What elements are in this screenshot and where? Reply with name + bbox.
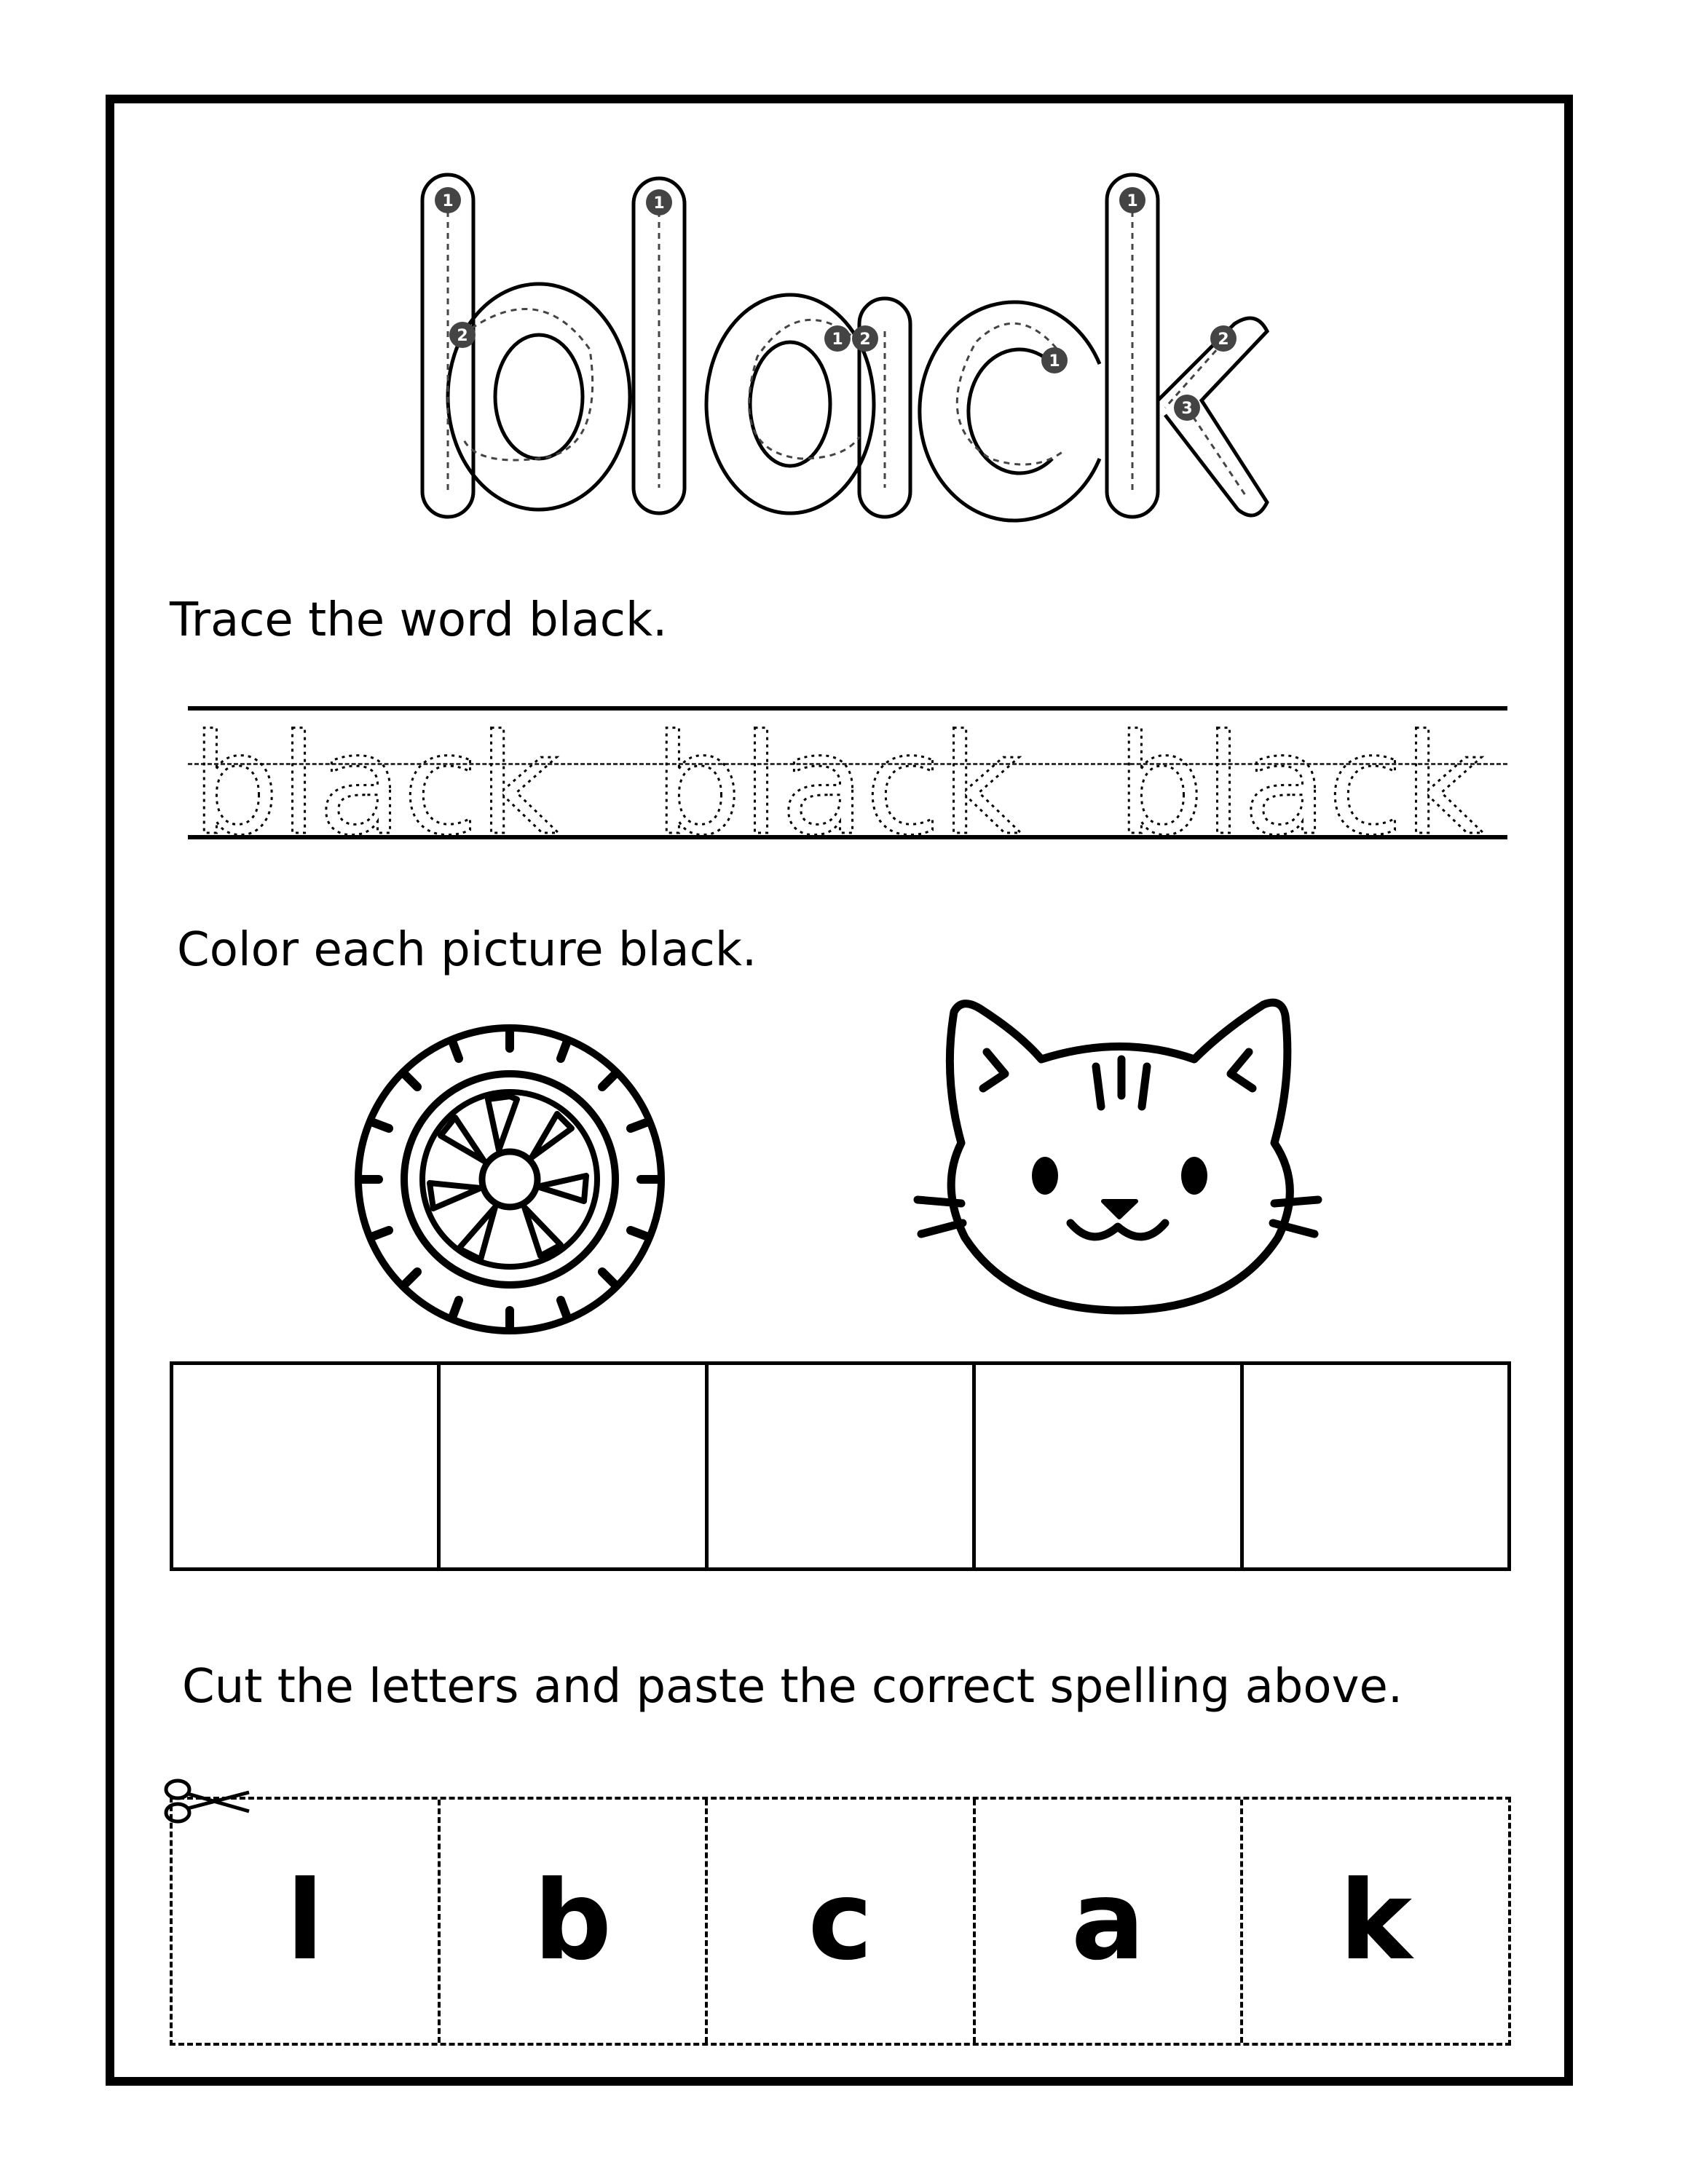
color-instruction: Color each picture black. [177, 923, 757, 977]
stroke-number: 2 [1218, 331, 1229, 349]
answer-boxes [170, 1361, 1511, 1571]
tire-icon[interactable] [350, 1019, 670, 1340]
stroke-number: 1 [832, 331, 843, 349]
stroke-number: 2 [859, 331, 871, 349]
trace-word[interactable]: black [654, 708, 1022, 837]
cut-letter-tile[interactable]: l [173, 1800, 441, 2043]
stroke-number: 1 [1127, 192, 1138, 210]
cut-letter-tile[interactable]: k [1339, 1858, 1413, 1985]
trace-words[interactable] [188, 708, 1507, 837]
trace-word[interactable]: black [1116, 708, 1484, 837]
title-word-outline [393, 160, 1296, 524]
cut-instruction: Cut the letters and paste the correct spelling above. [182, 1660, 1403, 1714]
cat-face-icon[interactable] [910, 990, 1333, 1325]
answer-box[interactable] [1244, 1365, 1507, 1567]
answer-box[interactable] [976, 1365, 1243, 1567]
answer-box[interactable] [709, 1365, 976, 1567]
trace-word[interactable]: black [192, 708, 559, 837]
stroke-number: 1 [1049, 352, 1060, 371]
answer-box[interactable] [173, 1365, 441, 1567]
stroke-number: 2 [457, 327, 468, 345]
cut-letter-tile[interactable]: b [441, 1800, 709, 2043]
cut-letter-tile[interactable]: c [708, 1800, 976, 2043]
trace-instruction: Trace the word black. [170, 593, 668, 647]
stroke-number: 1 [442, 192, 454, 210]
cut-letter-tile[interactable]: a [976, 1800, 1244, 2043]
answer-box[interactable] [441, 1365, 708, 1567]
stroke-number: 3 [1181, 400, 1193, 418]
stroke-number: 1 [653, 194, 665, 213]
cut-letter-boxes [170, 1797, 1511, 2046]
